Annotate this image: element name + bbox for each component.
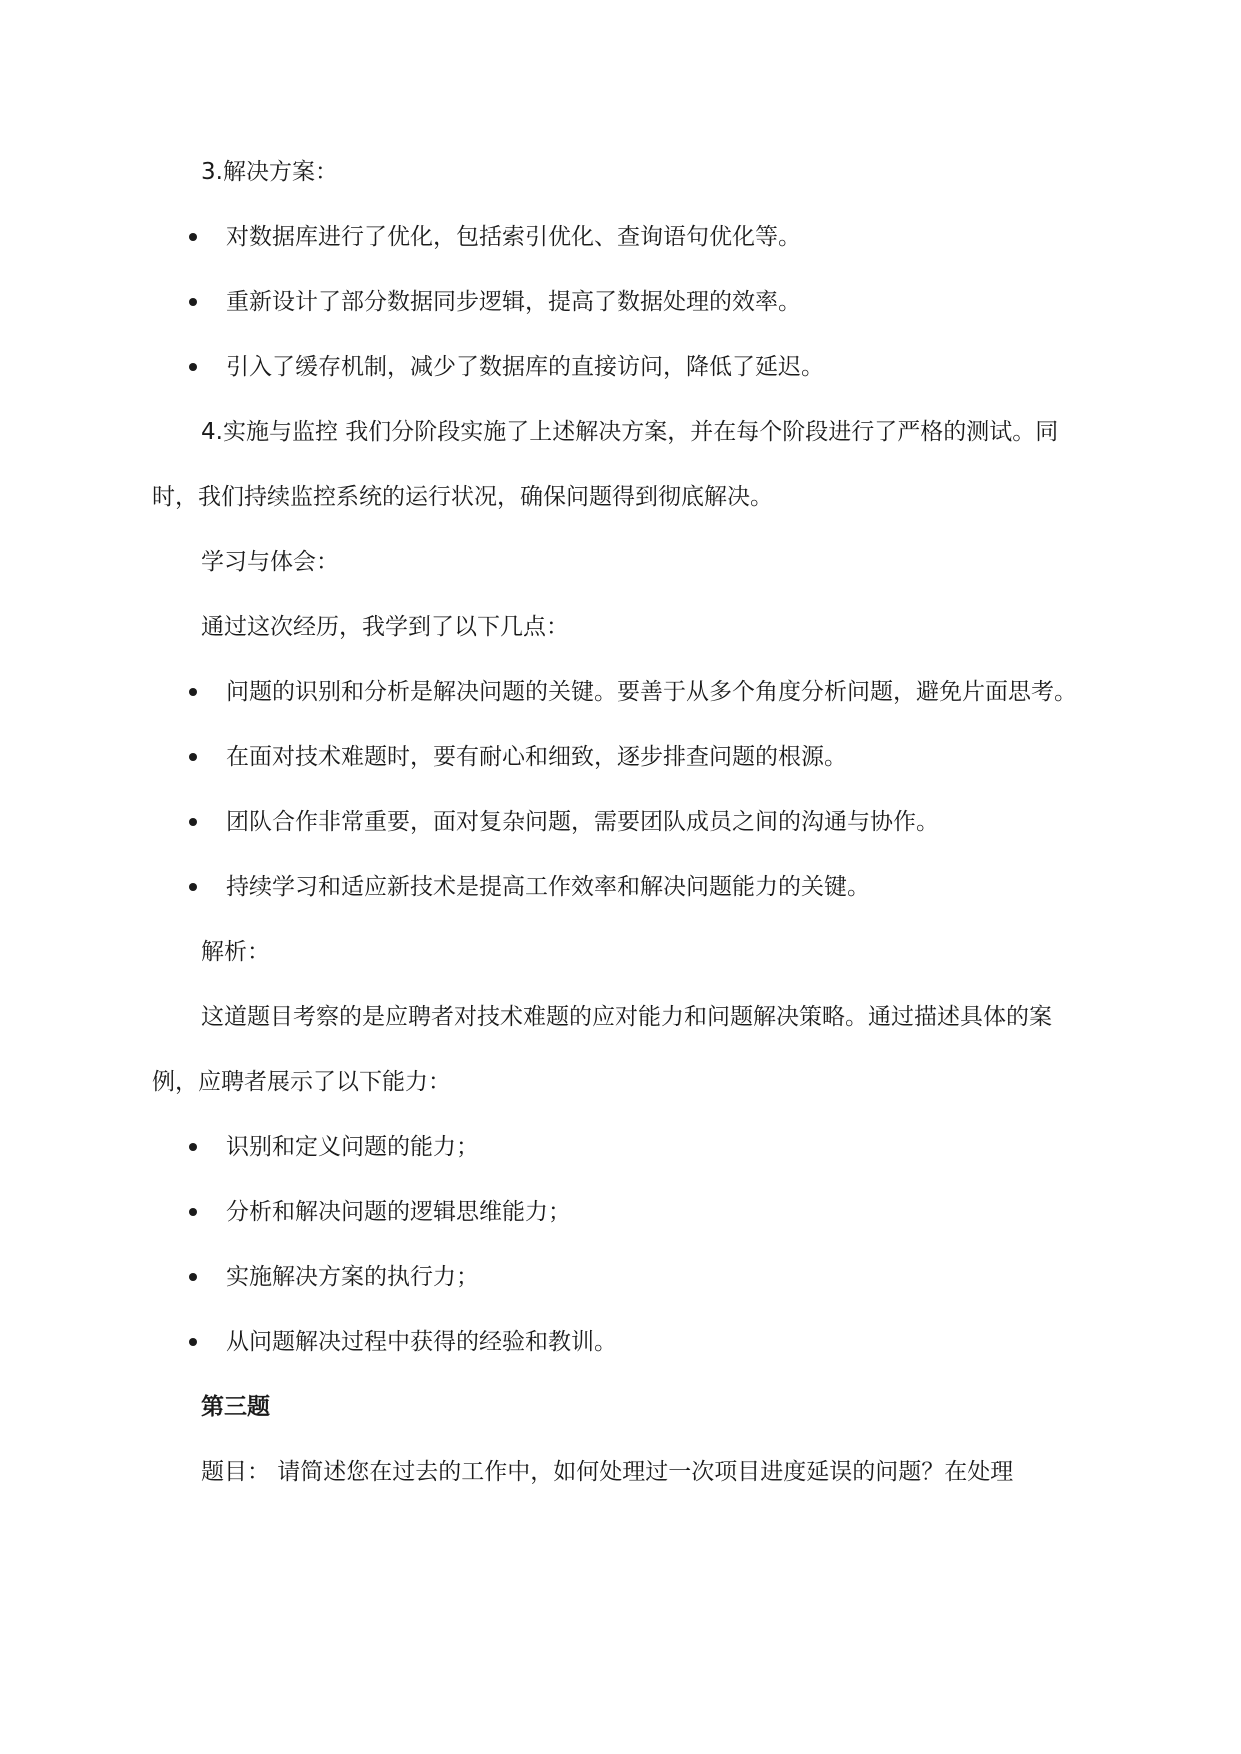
list-item-text: 重新设计了部分数据同步逻辑，提高了数据处理的效率。 <box>226 289 801 315</box>
document-body <box>152 140 1092 1505</box>
list-item-text: 实施解决方案的执行力； <box>226 1264 479 1290</box>
bullet-dot-icon <box>189 688 197 696</box>
list-item-text: 对数据库进行了优化，包括索引优化、查询语句优化等。 <box>226 224 801 250</box>
paragraph: 解析： <box>201 939 270 965</box>
bullet-list <box>152 660 1092 920</box>
list-item <box>152 855 1092 920</box>
bullet-dot-icon <box>189 883 197 891</box>
list-item-text: 从问题解决过程中获得的经验和教训。 <box>226 1329 617 1355</box>
section-heading: 第三题 <box>201 1394 270 1420</box>
bullet-dot-icon <box>189 1338 197 1346</box>
bullet-list <box>152 205 1092 400</box>
bullet-dot-icon <box>189 1208 197 1216</box>
list-item <box>152 1245 1092 1310</box>
list-item <box>152 335 1092 400</box>
list-item-text: 团队合作非常重要，面对复杂问题，需要团队成员之间的沟通与协作。 <box>226 809 939 835</box>
list-item <box>152 205 1092 270</box>
list-item-text: 引入了缓存机制，减少了数据库的直接访问，降低了延迟。 <box>226 354 824 380</box>
bullet-dot-icon <box>189 1273 197 1281</box>
paragraph: 4.实施与监控 我们分阶段实施了上述解决方案，并在每个阶段进行了严格的测试。同时，我们持续监控系统的运行状况，确保问题得到彻底解决。 <box>152 419 1059 510</box>
paragraph: 题目： 请简述您在过去的工作中，如何处理过一次项目进度延误的问题？在处理 <box>201 1459 1014 1485</box>
list-item-text: 问题的识别和分析是解决问题的关键。要善于从多个角度分析问题，避免片面思考。 <box>226 679 1077 705</box>
paragraph: 3.解决方案： <box>201 159 338 185</box>
list-item <box>152 725 1092 790</box>
list-item-text: 识别和定义问题的能力； <box>226 1134 479 1160</box>
bullet-dot-icon <box>189 1143 197 1151</box>
bullet-dot-icon <box>189 363 197 371</box>
list-item <box>152 660 1092 725</box>
list-item <box>152 1115 1092 1180</box>
list-item <box>152 1310 1092 1375</box>
paragraph: 这道题目考察的是应聘者对技术难题的应对能力和问题解决策略。通过描述具体的案例，应聘者展示了以下能力： <box>152 1004 1052 1095</box>
paragraph: 学习与体会： <box>201 549 339 575</box>
bullet-dot-icon <box>189 753 197 761</box>
list-item <box>152 1180 1092 1245</box>
list-item-text: 分析和解决问题的逻辑思维能力； <box>226 1199 571 1225</box>
paragraph: 通过这次经历，我学到了以下几点： <box>201 614 569 640</box>
list-item-text: 在面对技术难题时，要有耐心和细致，逐步排查问题的根源。 <box>226 744 847 770</box>
bullet-dot-icon <box>189 818 197 826</box>
bullet-dot-icon <box>189 298 197 306</box>
list-item <box>152 270 1092 335</box>
list-item-text: 持续学习和适应新技术是提高工作效率和解决问题能力的关键。 <box>226 874 870 900</box>
list-item <box>152 790 1092 855</box>
bullet-list <box>152 1115 1092 1375</box>
bullet-dot-icon <box>189 233 197 241</box>
